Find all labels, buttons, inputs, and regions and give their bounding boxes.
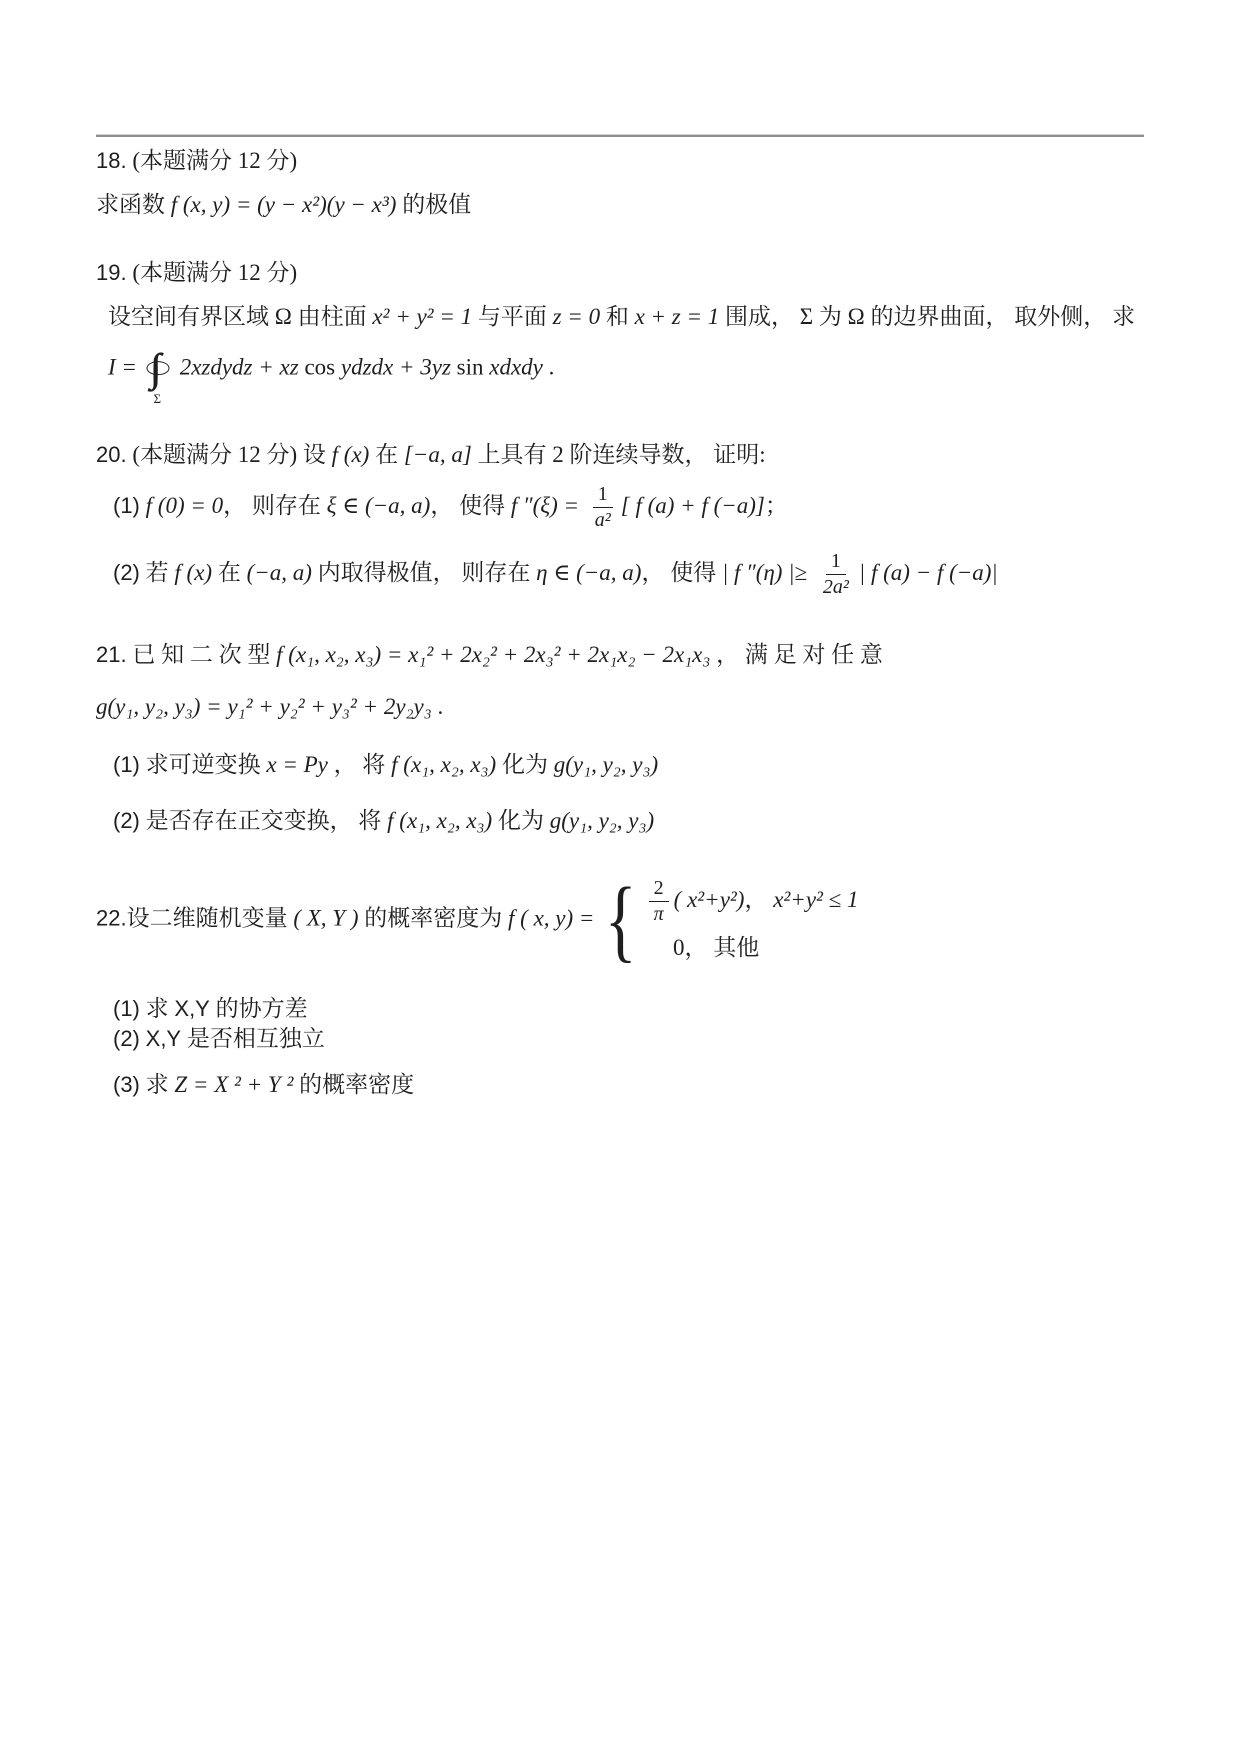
text-segment: ， 使得 bbox=[641, 559, 722, 585]
text-segment: 求可逆变换 bbox=[139, 752, 267, 777]
q22-intro bbox=[96, 868, 1144, 971]
math-segment: xdxdy bbox=[489, 354, 543, 380]
q20-part1 bbox=[96, 482, 1144, 533]
text-segment: 是否相互独立 bbox=[181, 1026, 325, 1051]
text-segment: 围成， Σ 为 Ω 的边界曲面， 取外侧， 求 bbox=[719, 304, 1136, 329]
fraction: $\frac{2}{\pi}$ bbox=[649, 876, 669, 927]
text-segment: 的概率密度 bbox=[293, 1072, 415, 1097]
text-segment: 与平面 bbox=[472, 304, 553, 329]
number-label: 20. bbox=[96, 442, 127, 467]
math-segment: ( x²+y²) bbox=[673, 886, 745, 912]
math-segment: f (x, y) = (y − x²)(y − x³) bbox=[170, 192, 397, 217]
math-segment: Z = X ² + Y ² bbox=[174, 1072, 294, 1097]
math-segment: g(y₁, y₂, y₃) bbox=[549, 808, 655, 833]
math-segment: [−a, a] bbox=[403, 442, 472, 467]
text-segment: 内取得极值， 则存在 bbox=[311, 559, 537, 585]
text-segment: ， 使得 bbox=[430, 492, 511, 518]
text-segment: ， 将 bbox=[327, 752, 392, 777]
text-segment: 化为 bbox=[492, 808, 550, 833]
number-label: X,Y bbox=[145, 1026, 182, 1051]
text-segment: 和 bbox=[600, 304, 635, 329]
math-segment: f (0) = 0 bbox=[145, 492, 224, 518]
text-segment: ， bbox=[744, 886, 774, 912]
number-label: (1) bbox=[113, 996, 140, 1021]
q18-body bbox=[96, 188, 1144, 222]
cases-row bbox=[673, 931, 829, 965]
math-segment: f (x) bbox=[331, 442, 370, 467]
text-segment: 上具有 2 阶连续导数， 证明: bbox=[471, 442, 766, 467]
top-divider-rule bbox=[96, 134, 1144, 137]
function-name: sin bbox=[456, 354, 490, 380]
math-segment: | f ″(η) |≥ bbox=[721, 559, 813, 585]
text-segment: (本题满分 12 分) bbox=[126, 260, 298, 285]
text-segment: 的协方差 bbox=[209, 996, 308, 1021]
math-segment: f (x₁, x₂, x₃) bbox=[387, 808, 493, 833]
number-label: 19. bbox=[96, 260, 127, 285]
text-segment: 的极值 bbox=[396, 192, 472, 217]
number-label: (2) bbox=[113, 1026, 140, 1051]
math-segment: ξ ∈ (−a, a) bbox=[326, 492, 431, 518]
text-segment: 是否存在正交变换， 将 bbox=[139, 808, 388, 833]
text-segment: . bbox=[542, 354, 555, 380]
function-name: 0， 其他 bbox=[672, 934, 760, 960]
math-segment: x²+y² ≤ 1 bbox=[773, 886, 859, 912]
text-segment: . bbox=[431, 694, 444, 719]
q22-part1 bbox=[96, 994, 1144, 1024]
math-segment: [ f (a) + f (−a)] bbox=[620, 492, 765, 518]
math-segment: x + z = 1 bbox=[634, 304, 720, 329]
q21-part1 bbox=[96, 748, 1144, 782]
number-label: 21. bbox=[96, 642, 127, 667]
number-label: X,Y bbox=[174, 996, 210, 1021]
text-segment: 求 bbox=[139, 996, 175, 1021]
brace-icon: { bbox=[604, 868, 637, 971]
fraction: $\frac{1}{\text{a²}}$ bbox=[594, 483, 611, 531]
surface-integral-icon: ∫∫ Σ bbox=[145, 348, 175, 390]
fraction: $\frac{1}{\text{2a²}}$ bbox=[822, 550, 849, 598]
math-segment: f (x₁, x₂, x₃) = x₁² + 2x₂² + 2x₃² + 2x₁x₂ − 2x₁x₃ bbox=[276, 642, 711, 667]
text-segment: (本题满分 12 分) bbox=[126, 148, 298, 173]
math-segment: | f (a) − f (−a)| bbox=[858, 559, 998, 585]
function-name: cos bbox=[304, 354, 341, 380]
number-label: (3) bbox=[113, 1072, 140, 1097]
math-segment: η ∈ (−a, a) bbox=[536, 559, 642, 585]
text-segment: 化为 bbox=[496, 752, 554, 777]
number-label: (2) bbox=[113, 808, 140, 833]
math-segment: g(y₁, y₂, y₃) bbox=[553, 752, 659, 777]
q22-part2 bbox=[96, 1024, 1144, 1054]
text-segment: 若 bbox=[139, 559, 175, 585]
integral-ellipse-icon bbox=[147, 361, 170, 375]
text-segment: (本题满分 12 分) 设 bbox=[126, 442, 332, 467]
text-segment: ； bbox=[764, 492, 788, 518]
text-segment: 设空间有界区域 Ω 由柱面 bbox=[108, 304, 373, 329]
number-label: (1) bbox=[113, 492, 140, 518]
text-segment: 在 bbox=[369, 442, 404, 467]
text-segment: ， 满 足 对 任 意 bbox=[710, 642, 883, 667]
math-segment: f (x₁, x₂, x₃) bbox=[391, 752, 497, 777]
math-segment: ( X, Y ) bbox=[293, 905, 359, 931]
q22-part3 bbox=[96, 1068, 1144, 1102]
math-segment: g(y₁, y₂, y₃) = y₁² + y₂² + y₃² + 2y₂y₃ bbox=[96, 694, 432, 719]
text-segment: 设二维随机变量 bbox=[126, 905, 294, 931]
q18-header bbox=[96, 144, 1144, 178]
number-label: (1) bbox=[113, 752, 140, 777]
q21-header bbox=[96, 638, 1144, 672]
text-segment: 已 知 二 次 型 bbox=[126, 642, 277, 667]
math-segment: f ″(ξ) = bbox=[510, 492, 585, 518]
q21-part2 bbox=[96, 804, 1144, 838]
math-segment: x² + y² = 1 bbox=[372, 304, 473, 329]
piecewise-cases bbox=[602, 868, 859, 971]
text-segment: 在 bbox=[212, 559, 247, 585]
text-segment: 求函数 bbox=[96, 192, 171, 217]
math-segment: I = bbox=[108, 354, 143, 380]
text-segment: 的概率密度为 bbox=[358, 905, 509, 931]
math-segment: f ( x, y) = bbox=[508, 905, 601, 931]
number-label: (2) bbox=[113, 559, 140, 585]
math-segment: 2xzdydz + xz bbox=[179, 354, 305, 380]
number-label: 18. bbox=[96, 148, 127, 173]
q19-body bbox=[96, 300, 1144, 334]
math-segment: f (x) bbox=[174, 559, 213, 585]
cases-row bbox=[644, 876, 859, 927]
math-segment: (−a, a) bbox=[246, 559, 312, 585]
math-segment: ydzdx + 3yz bbox=[340, 354, 457, 380]
text-segment: ， 则存在 bbox=[223, 492, 327, 518]
text-segment: 求 bbox=[139, 1072, 175, 1097]
number-label: 22. bbox=[96, 905, 127, 931]
q19-integral bbox=[96, 345, 1144, 406]
math-segment: x = Py bbox=[266, 752, 328, 777]
q19-header bbox=[96, 256, 1144, 290]
math-segment: z = 0 bbox=[552, 304, 601, 329]
q20-header bbox=[96, 438, 1144, 472]
q21-g-line bbox=[96, 690, 1144, 724]
q20-part2 bbox=[96, 549, 1144, 600]
